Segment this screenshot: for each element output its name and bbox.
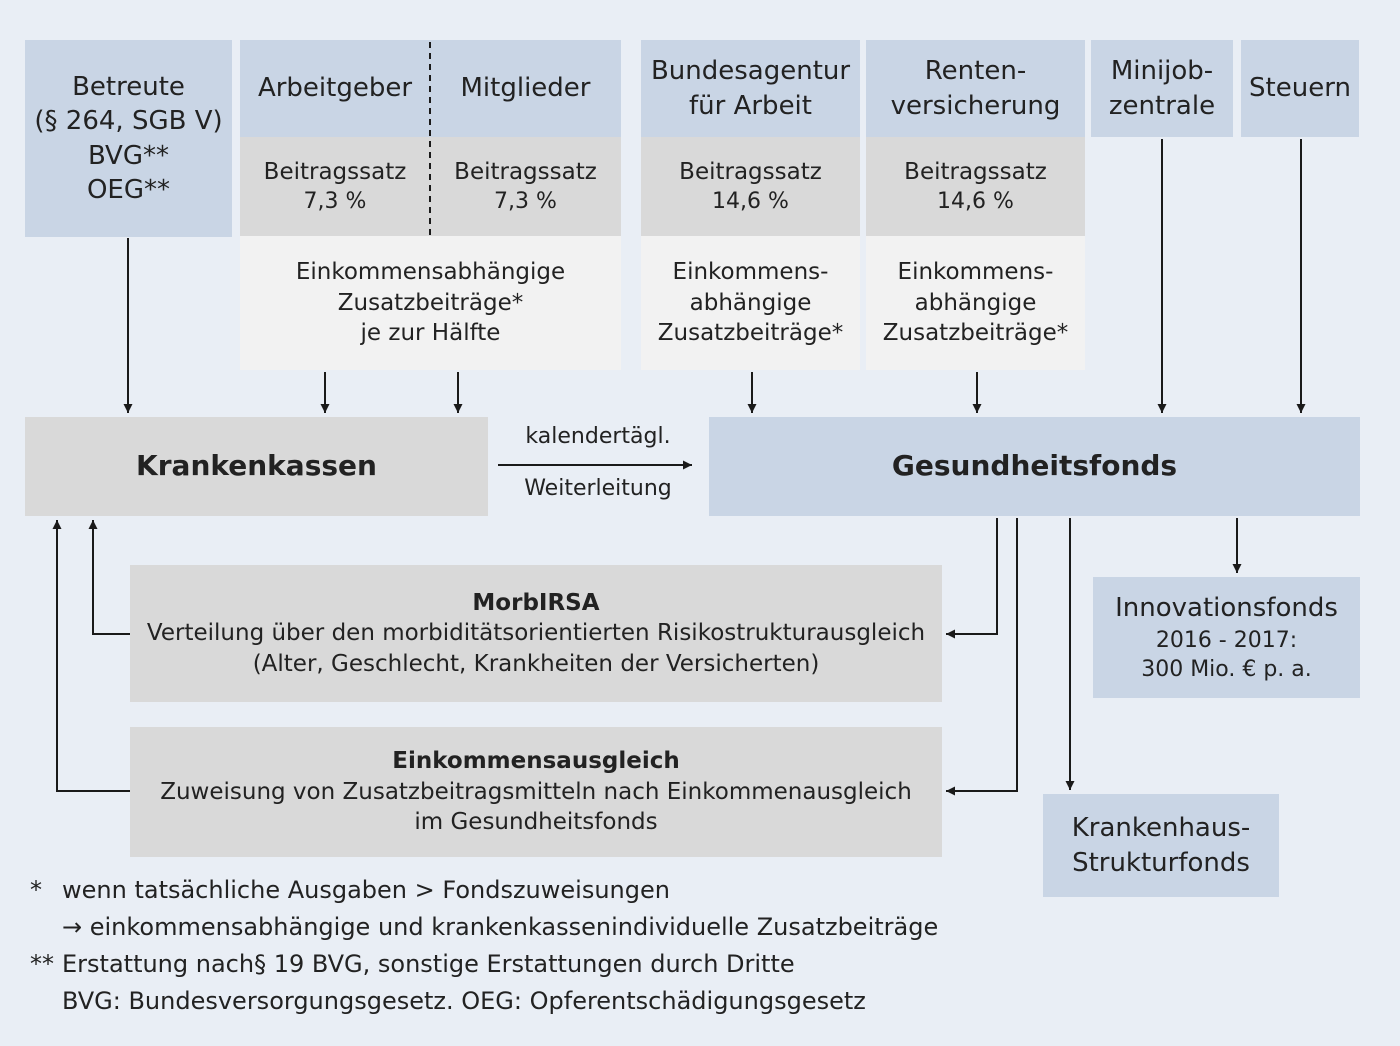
rate-value: 14,6 % — [712, 189, 789, 215]
krankenkassen-title: Krankenkassen — [136, 449, 377, 483]
title-line: Minijob- — [1110, 56, 1214, 87]
morbirsa-title: MorbIRSA — [472, 589, 600, 616]
note-line: Zusatzbeiträge* — [657, 320, 844, 347]
note-line: Einkommensabhängige — [295, 259, 566, 286]
title-line: für Arbeit — [689, 90, 812, 121]
strukturfonds-line: Strukturfonds — [1072, 847, 1250, 878]
note-line: Einkommens- — [672, 259, 829, 286]
betreute-line: OEG** — [86, 174, 171, 205]
footnote-line: → einkommensabhängige und krankenkassenindividuelle Zusatzbeiträge — [62, 913, 939, 941]
note-line: Zusatzbeiträge* — [337, 289, 524, 316]
steuern-title: Steuern — [1249, 73, 1351, 104]
arrow-morbirsa-to-krankenkassen — [93, 520, 130, 634]
rate-value: 7,3 % — [303, 189, 367, 215]
einkommensausgleich-title: Einkommensausgleich — [392, 748, 680, 775]
rate-label: Beitragssatz — [904, 158, 1047, 185]
title-line: Renten- — [924, 56, 1027, 87]
einkommensausgleich-line: im Gesundheitsfonds — [414, 809, 658, 836]
mitglieder-title: Mitglieder — [460, 73, 591, 104]
gesundheitsfonds-title: Gesundheitsfonds — [891, 449, 1178, 483]
rate-label: Beitragssatz — [263, 158, 407, 185]
footnote-mark: ** — [30, 950, 54, 978]
betreute-line: (§ 264, SGB V) — [34, 106, 223, 137]
footnote-line: wenn tatsächliche Ausgaben > Fondszuweisungen — [62, 876, 670, 904]
title-line: versicherung — [890, 90, 1061, 121]
arbeitgeber-title: Arbeitgeber — [257, 73, 413, 104]
footnotes — [30, 872, 938, 1020]
note-line: abhängige — [914, 289, 1037, 316]
transfer-label-bottom: Weiterleitung — [524, 476, 672, 501]
footnote-mark: * — [30, 876, 42, 904]
morbirsa-line: Verteilung über den morbiditätsorientierten Risikostrukturausgleich — [146, 620, 926, 647]
morbirsa-line: (Alter, Geschlecht, Krankheiten der Versicherten) — [252, 650, 820, 677]
betreute-line: Betreute — [72, 71, 185, 102]
arrow-fonds-to-einkommensausgleich — [946, 518, 1017, 791]
innovationsfonds-title: Innovationsfonds — [1115, 593, 1338, 624]
title-line: Bundesagentur — [650, 56, 851, 87]
rate-value: 7,3 % — [494, 189, 557, 215]
betreute-line: BVG** — [88, 140, 169, 171]
transfer-label-top: kalendertägl. — [525, 424, 671, 449]
rate-label: Beitragssatz — [679, 158, 822, 185]
strukturfonds-line: Krankenhaus- — [1071, 813, 1251, 844]
footnote-line: BVG: Bundesversorgungsgesetz. OEG: Opferentschädigungsgesetz — [62, 987, 866, 1015]
innovationsfonds-line: 300 Mio. € p. a. — [1141, 656, 1312, 682]
rate-value: 14,6 % — [937, 189, 1014, 215]
note-line: abhängige — [689, 289, 812, 316]
note-line: je zur Hälfte — [360, 320, 501, 347]
einkommensausgleich-line: Zuweisung von Zusatzbeitragsmitteln nach Einkommenausgleich — [160, 778, 912, 805]
footnote-line: Erstattung nach§ 19 BVG, sonstige Erstattungen durch Dritte — [62, 950, 795, 978]
rate-label: Beitragssatz — [454, 158, 597, 185]
title-line: zentrale — [1108, 90, 1216, 121]
footnote-single-star — [30, 872, 938, 946]
note-line: Zusatzbeiträge* — [882, 320, 1069, 347]
footnote-double-star — [30, 946, 938, 1020]
arrow-fonds-to-morbirsa — [946, 518, 997, 634]
note-line: Einkommens- — [897, 259, 1054, 286]
innovationsfonds-line: 2016 - 2017: — [1155, 627, 1298, 653]
